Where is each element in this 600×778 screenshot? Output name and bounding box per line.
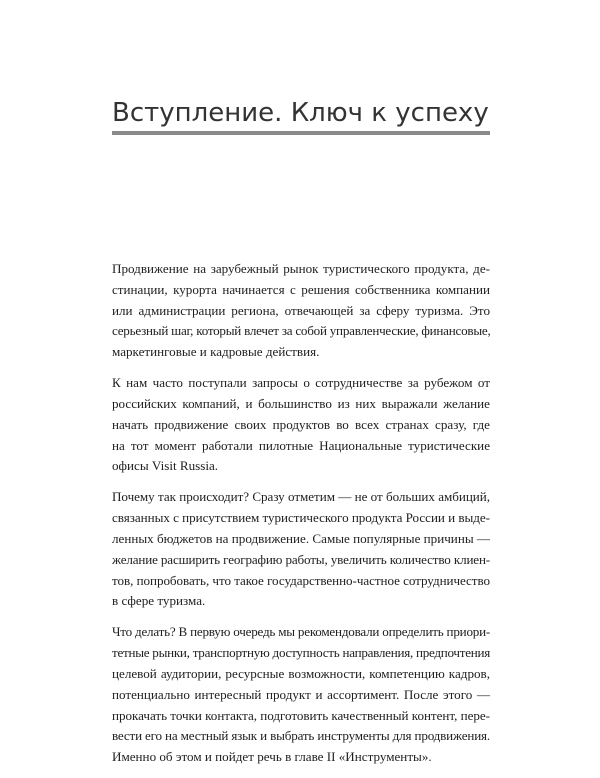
text-line: российских компаний, и большинство из них выражали желание (112, 395, 490, 411)
text-line: или администрации региона, отвечающей за сферу туризма. Это (112, 302, 490, 318)
text-line: прокачать точки контакта, подготовить качественный контент, пере- (112, 707, 490, 723)
text-line: Что делать? В первую очередь мы рекомендовали определить приори- (112, 624, 491, 640)
paragraph-4 (112, 622, 490, 768)
paragraph-1 (112, 259, 490, 363)
text-line: тетные рынки, транспортную доступность направления, предпочтения (112, 645, 490, 661)
text-line: К нам часто поступали запросы о сотрудничестве за рубежом от (112, 375, 490, 391)
text-line: связанных с присутствием туристического продукта России и выде- (112, 510, 491, 526)
text-line: Продвижение на зарубежный рынок туристического продукта, де- (112, 261, 490, 276)
text-line: вести его на местный язык и выбрать инструменты для продвижения. (112, 728, 490, 744)
chapter-title: Вступление. Ключ к успеху (112, 98, 489, 128)
text-line: серьезный шаг, который влечет за собой управленческие, финансовые, (112, 323, 491, 339)
paragraph-2 (112, 373, 490, 477)
text-line: стинации, курорта начинается с решения собственника компании (112, 281, 490, 297)
paragraph-3 (112, 487, 490, 612)
text-line: Почему так происходит? Сразу отметим — не от больших амбиций, (112, 489, 490, 505)
body-text (112, 259, 490, 778)
text-line: начать продвижение своих продуктов во всех странах сразу, где (112, 416, 490, 432)
text-line: потенциально интересный продукт и ассортимент. После этого — (112, 686, 490, 702)
text-line: целевой аудитории, ресурсные возможности, компетенцию кадров, (112, 665, 490, 681)
text-line: маркетинговые и кадровые действия. (112, 344, 320, 360)
title-underline-rule (112, 131, 490, 135)
text-line: на тот момент работали пилотные Национальные туристические (112, 437, 490, 453)
text-line: тов, попробовать, что такое государственно-частное сотрудничество (112, 572, 490, 588)
text-line: в сфере туризма. (112, 593, 206, 609)
text-line: желание расширить географию работы, увеличить количество клиен- (112, 551, 490, 567)
text-line: офисы Visit Russia. (112, 458, 219, 474)
text-line: ленных бюджетов на продвижение. Самые популярные причины — (112, 530, 490, 546)
text-line: Именно об этом и пойдет речь в главе II «Инструменты». (112, 749, 432, 765)
